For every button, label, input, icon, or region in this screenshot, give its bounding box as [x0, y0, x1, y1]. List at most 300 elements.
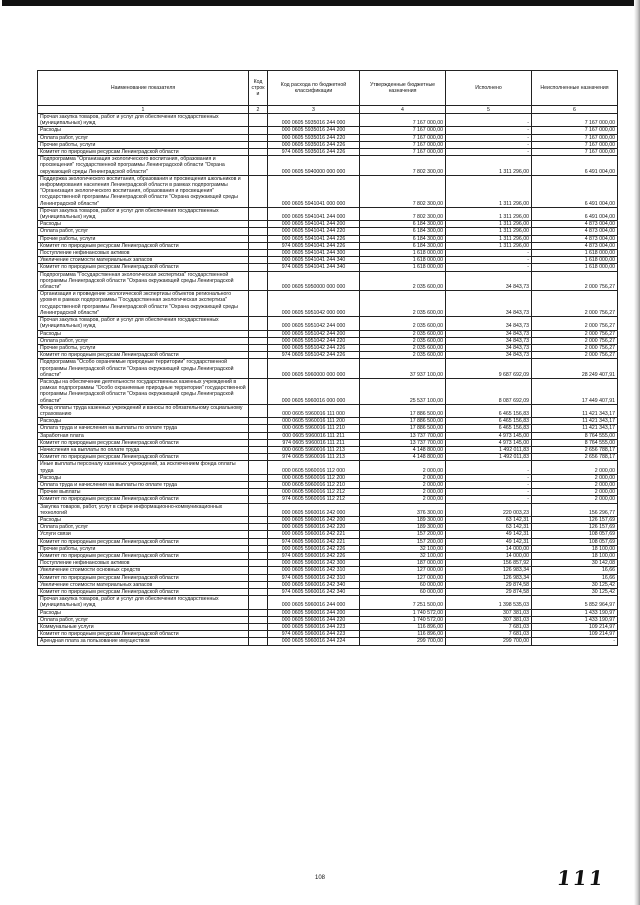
- row-unexecuted-cell: 11 421 343,17: [532, 404, 618, 417]
- row-line-cell: [249, 567, 268, 574]
- row-line-cell: [249, 545, 268, 552]
- row-name-cell: Поддержка экологического воспитания, образования и просвещения школьников и информирования населения Ленинградской области в рамках подпрограммы "Организация экологического воспитания, образования и просвещения" государственной программы Ленинградской области "Охрана окружающей среды Ленинградской области": [38, 175, 249, 207]
- row-unexecuted-cell: 126 157,69: [532, 524, 618, 531]
- table-row: [38, 257, 618, 264]
- row-unexecuted-cell: 2 000,00: [532, 496, 618, 503]
- row-executed-cell: 1 311 296,00: [446, 175, 532, 207]
- row-line-cell: [249, 291, 268, 317]
- table-row: [38, 474, 618, 481]
- row-code-cell: 000 0605 5960016 244 000: [268, 596, 360, 609]
- row-executed-cell: 29 874,58: [446, 589, 532, 596]
- row-executed-cell: -: [446, 474, 532, 481]
- row-approved-cell: 7 167 000,00: [360, 127, 446, 134]
- row-unexecuted-cell: 2 000 756,27: [532, 352, 618, 359]
- row-name-cell: Подпрограмма "Организация экологического воспитания, образования и просвещения" государственной программы Ленинградской области "Охрана окружающей среды Ленинградской области": [38, 156, 249, 176]
- row-code-cell: 000 0605 5960016 242 220: [268, 524, 360, 531]
- table-row: [38, 631, 618, 638]
- row-executed-cell: 1 492 011,83: [446, 446, 532, 453]
- table-row: [38, 439, 618, 446]
- table-row: [38, 432, 618, 439]
- row-name-cell: Расходы: [38, 418, 249, 425]
- row-line-cell: [249, 418, 268, 425]
- row-line-cell: [249, 344, 268, 351]
- header-expense-code: Код расхода по бюджетной классификации: [268, 71, 360, 106]
- row-approved-cell: 2 000,00: [360, 489, 446, 496]
- row-code-cell: 000 0605 5960016 112 200: [268, 474, 360, 481]
- table-row: [38, 250, 618, 257]
- row-approved-cell: 2 035 600,00: [360, 291, 446, 317]
- row-unexecuted-cell: 2 000,00: [532, 481, 618, 488]
- row-code-cell: 000 0605 5960016 242 226: [268, 545, 360, 552]
- header-executed: Исполнено: [446, 71, 532, 106]
- row-code-cell: 974 0605 5941041 244 226: [268, 242, 360, 249]
- row-executed-cell: 34 843,73: [446, 317, 532, 330]
- table-row: [38, 609, 618, 616]
- row-executed-cell: -: [446, 461, 532, 474]
- row-executed-cell: 34 843,73: [446, 337, 532, 344]
- row-unexecuted-cell: -: [532, 638, 618, 645]
- row-name-cell: Прочие работы, услуги: [38, 141, 249, 148]
- table-row: [38, 114, 618, 127]
- row-executed-cell: 34 843,73: [446, 271, 532, 291]
- row-line-cell: [249, 496, 268, 503]
- row-line-cell: [249, 553, 268, 560]
- row-name-cell: Расходы: [38, 474, 249, 481]
- row-code-cell: 000 0605 5960016 111 200: [268, 418, 360, 425]
- row-name-cell: Комитет по природным ресурсам Ленинградской области: [38, 149, 249, 156]
- budget-execution-table: [37, 70, 618, 646]
- row-executed-cell: 4 973 145,00: [446, 432, 532, 439]
- row-name-cell: Закупка товаров, работ, услуг в сфере информационно-коммуникационных технологий: [38, 503, 249, 516]
- row-line-cell: [249, 257, 268, 264]
- row-executed-cell: 14 000,00: [446, 553, 532, 560]
- row-code-cell: 000 0605 5960016 111 213: [268, 446, 360, 453]
- row-name-cell: Поступление нефинансовых активов: [38, 250, 249, 257]
- row-name-cell: Прочая закупка товаров, работ и услуг для обеспечения государственных (муниципальных) нужд: [38, 596, 249, 609]
- row-unexecuted-cell: 7 167 000,00: [532, 127, 618, 134]
- row-unexecuted-cell: 6 491 004,00: [532, 175, 618, 207]
- page-number: 108: [314, 875, 325, 881]
- table-row: [38, 567, 618, 574]
- table-row: [38, 344, 618, 351]
- table-row: [38, 207, 618, 220]
- row-line-cell: [249, 359, 268, 379]
- row-executed-cell: -: [446, 149, 532, 156]
- row-code-cell: 000 0605 5941041 244 340: [268, 257, 360, 264]
- row-executed-cell: -: [446, 496, 532, 503]
- row-code-cell: 000 0605 5941041 244 226: [268, 235, 360, 242]
- row-executed-cell: 126 983,34: [446, 574, 532, 581]
- row-name-cell: Оплата работ, услуг: [38, 337, 249, 344]
- row-unexecuted-cell: 7 167 000,00: [532, 141, 618, 148]
- row-code-cell: 000 0605 5960000 000 000: [268, 359, 360, 379]
- row-name-cell: Комитет по природным ресурсам Ленинградской области: [38, 264, 249, 271]
- row-executed-cell: 6 465 156,83: [446, 404, 532, 417]
- row-line-cell: [249, 175, 268, 207]
- table-row: [38, 378, 618, 404]
- table-row: [38, 156, 618, 176]
- row-unexecuted-cell: 4 873 004,00: [532, 235, 618, 242]
- row-line-cell: [249, 524, 268, 531]
- row-unexecuted-cell: 126 157,69: [532, 516, 618, 523]
- row-unexecuted-cell: 7 167 000,00: [532, 149, 618, 156]
- row-name-cell: Оплата труда и начисления на выплаты по оплате труда: [38, 481, 249, 488]
- row-code-cell: 000 0605 5960016 111 210: [268, 425, 360, 432]
- row-unexecuted-cell: 2 000 756,27: [532, 344, 618, 351]
- row-code-cell: 000 0605 5941041 244 300: [268, 250, 360, 257]
- row-code-cell: 000 0605 5960016 242 000: [268, 503, 360, 516]
- row-approved-cell: 157 200,00: [360, 531, 446, 538]
- row-name-cell: Прочая закупка товаров, работ и услуг для обеспечения государственных (муниципальных) нужд: [38, 317, 249, 330]
- row-name-cell: Прочие выплаты: [38, 489, 249, 496]
- row-line-cell: [249, 461, 268, 474]
- row-approved-cell: 7 167 000,00: [360, 134, 446, 141]
- row-code-cell: 000 0605 5951042 000 000: [268, 291, 360, 317]
- row-approved-cell: 17 886 500,00: [360, 418, 446, 425]
- row-name-cell: Увеличение стоимости материальных запасов: [38, 581, 249, 588]
- table-row: [38, 524, 618, 531]
- row-line-cell: [249, 127, 268, 134]
- row-approved-cell: 2 035 600,00: [360, 330, 446, 337]
- row-executed-cell: 34 843,73: [446, 352, 532, 359]
- row-approved-cell: 60 000,00: [360, 589, 446, 596]
- column-number: 4: [360, 106, 446, 114]
- row-name-cell: Коммунальные услуги: [38, 624, 249, 631]
- row-unexecuted-cell: 28 249 407,91: [532, 359, 618, 379]
- row-approved-cell: 2 035 600,00: [360, 317, 446, 330]
- row-approved-cell: 1 740 572,00: [360, 609, 446, 616]
- row-line-cell: [249, 531, 268, 538]
- row-approved-cell: 4 148 800,00: [360, 454, 446, 461]
- row-approved-cell: 1 618 000,00: [360, 250, 446, 257]
- row-unexecuted-cell: 108 057,69: [532, 538, 618, 545]
- row-name-cell: Расходы: [38, 221, 249, 228]
- row-code-cell: 974 0605 5960016 244 223: [268, 631, 360, 638]
- row-executed-cell: 220 003,23: [446, 503, 532, 516]
- row-name-cell: Организация и проведение экологической экспертизы объектов регионального уровня в рамках подпрограммы "Государственная экологическая экспертиза" государственной программы Ленинградской области "Охрана окружающей среды Ленинградской области": [38, 291, 249, 317]
- row-executed-cell: 1 492 011,83: [446, 454, 532, 461]
- row-executed-cell: 1 311 296,00: [446, 156, 532, 176]
- column-number-row: [38, 106, 618, 114]
- row-name-cell: Иные выплаты персоналу казенных учреждений, за исключением фонда оплаты труда: [38, 461, 249, 474]
- row-line-cell: [249, 439, 268, 446]
- row-line-cell: [249, 489, 268, 496]
- top-border-rule: [2, 0, 638, 6]
- row-unexecuted-cell: 2 000,00: [532, 461, 618, 474]
- row-code-cell: 974 0605 5941041 244 340: [268, 264, 360, 271]
- row-name-cell: Комитет по природным ресурсам Ленинградской области: [38, 553, 249, 560]
- table-row: [38, 235, 618, 242]
- row-code-cell: 000 0605 5960016 242 310: [268, 567, 360, 574]
- row-approved-cell: 60 000,00: [360, 581, 446, 588]
- row-line-cell: [249, 432, 268, 439]
- column-number: 2: [249, 106, 268, 114]
- table-row: [38, 337, 618, 344]
- row-executed-cell: 1 311 296,00: [446, 228, 532, 235]
- row-line-cell: [249, 317, 268, 330]
- row-executed-cell: 63 142,31: [446, 524, 532, 531]
- row-executed-cell: 1 311 296,00: [446, 242, 532, 249]
- row-approved-cell: 7 167 000,00: [360, 141, 446, 148]
- row-line-cell: [249, 560, 268, 567]
- table-row: [38, 553, 618, 560]
- row-code-cell: 000 0605 5950000 000 000: [268, 271, 360, 291]
- table-row: [38, 560, 618, 567]
- row-name-cell: Оплата работ, услуг: [38, 228, 249, 235]
- row-name-cell: Комитет по природным ресурсам Ленинградской области: [38, 454, 249, 461]
- table-row: [38, 596, 618, 609]
- row-line-cell: [249, 337, 268, 344]
- row-code-cell: 000 0605 5960016 244 224: [268, 638, 360, 645]
- row-executed-cell: 1 311 296,00: [446, 207, 532, 220]
- row-approved-cell: 2 035 600,00: [360, 271, 446, 291]
- row-name-cell: Расходы: [38, 609, 249, 616]
- row-line-cell: [249, 631, 268, 638]
- header-unexecuted: Неисполненные назначения: [532, 71, 618, 106]
- row-unexecuted-cell: 6 491 004,00: [532, 156, 618, 176]
- row-code-cell: 000 0605 5960016 244 200: [268, 609, 360, 616]
- row-name-cell: Подпрограмма "Особо охраняемые природные территории" государственной программы Ленинградской области "Охрана окружающей среды Ленинградской области": [38, 359, 249, 379]
- row-name-cell: Оплата работ, услуг: [38, 134, 249, 141]
- table-row: [38, 616, 618, 623]
- table-row: [38, 581, 618, 588]
- row-executed-cell: 1 311 296,00: [446, 235, 532, 242]
- row-approved-cell: 157 200,00: [360, 538, 446, 545]
- row-line-cell: [249, 454, 268, 461]
- row-unexecuted-cell: 2 656 788,17: [532, 454, 618, 461]
- row-name-cell: Прочие работы, услуги: [38, 344, 249, 351]
- row-line-cell: [249, 149, 268, 156]
- row-approved-cell: 6 184 300,00: [360, 221, 446, 228]
- row-approved-cell: 2 000,00: [360, 496, 446, 503]
- row-executed-cell: 49 142,31: [446, 531, 532, 538]
- row-code-cell: 974 0605 5960016 242 340: [268, 589, 360, 596]
- row-code-cell: 000 0605 5960016 244 223: [268, 624, 360, 631]
- row-code-cell: 974 0605 5951042 244 226: [268, 352, 360, 359]
- row-unexecuted-cell: 108 057,69: [532, 531, 618, 538]
- header-approved: Утвержденные бюджетные назначения: [360, 71, 446, 106]
- row-unexecuted-cell: 18 100,00: [532, 545, 618, 552]
- table-row: [38, 425, 618, 432]
- row-approved-cell: 7 802 300,00: [360, 156, 446, 176]
- row-unexecuted-cell: 8 764 555,00: [532, 432, 618, 439]
- row-code-cell: 000 0605 5935016 244 226: [268, 141, 360, 148]
- table-row: [38, 134, 618, 141]
- row-line-cell: [249, 134, 268, 141]
- row-unexecuted-cell: 5 852 964,97: [532, 596, 618, 609]
- row-line-cell: [249, 609, 268, 616]
- row-executed-cell: -: [446, 134, 532, 141]
- table-row: [38, 141, 618, 148]
- row-executed-cell: -: [446, 141, 532, 148]
- table-row: [38, 516, 618, 523]
- row-approved-cell: 1 618 000,00: [360, 264, 446, 271]
- row-name-cell: Прочая закупка товаров, работ и услуг для обеспечения государственных (муниципальных) нужд: [38, 114, 249, 127]
- row-line-cell: [249, 481, 268, 488]
- row-code-cell: 000 0605 5941041 244 200: [268, 221, 360, 228]
- row-line-cell: [249, 330, 268, 337]
- table-row: [38, 404, 618, 417]
- row-executed-cell: -: [446, 114, 532, 127]
- row-code-cell: 000 0605 5935016 244 000: [268, 114, 360, 127]
- row-approved-cell: 7 167 000,00: [360, 149, 446, 156]
- row-executed-cell: -: [446, 489, 532, 496]
- row-code-cell: 000 0605 5960016 112 212: [268, 489, 360, 496]
- table-row: [38, 291, 618, 317]
- row-executed-cell: 299 700,00: [446, 638, 532, 645]
- row-name-cell: Подпрограмма "Государственная экологическая экспертиза" государственной программы Ленинградской области "Охрана окружающей среды Ленинградской области": [38, 271, 249, 291]
- row-line-cell: [249, 156, 268, 176]
- row-line-cell: [249, 242, 268, 249]
- row-executed-cell: 8 087 692,09: [446, 378, 532, 404]
- row-unexecuted-cell: 18 100,00: [532, 553, 618, 560]
- row-line-cell: [249, 589, 268, 596]
- row-unexecuted-cell: 6 491 004,00: [532, 207, 618, 220]
- row-name-cell: Арендная плата за пользование имуществом: [38, 638, 249, 645]
- row-name-cell: Расходы: [38, 330, 249, 337]
- row-name-cell: Фонд оплаты труда казенных учреждений и взносы по обязательному социальному страхованию: [38, 404, 249, 417]
- row-code-cell: 000 0605 5951042 244 226: [268, 344, 360, 351]
- row-executed-cell: 307 381,03: [446, 616, 532, 623]
- row-code-cell: 000 0605 5941041 244 000: [268, 207, 360, 220]
- row-code-cell: 000 0605 5941041 244 220: [268, 228, 360, 235]
- row-line-cell: [249, 624, 268, 631]
- row-executed-cell: -: [446, 481, 532, 488]
- row-line-cell: [249, 516, 268, 523]
- table-row: [38, 446, 618, 453]
- row-executed-cell: -: [446, 127, 532, 134]
- table-row: [38, 330, 618, 337]
- row-line-cell: [249, 596, 268, 609]
- row-unexecuted-cell: 109 214,97: [532, 631, 618, 638]
- row-approved-cell: 127 000,00: [360, 574, 446, 581]
- row-code-cell: 974 0605 5960016 242 226: [268, 553, 360, 560]
- row-approved-cell: 7 251 500,00: [360, 596, 446, 609]
- row-name-cell: Расходы: [38, 516, 249, 523]
- row-code-cell: 000 0605 5941041 000 000: [268, 175, 360, 207]
- row-name-cell: Комитет по природным ресурсам Ленинградской области: [38, 242, 249, 249]
- row-approved-cell: 376 300,00: [360, 503, 446, 516]
- row-approved-cell: 37 937 100,00: [360, 359, 446, 379]
- row-line-cell: [249, 446, 268, 453]
- table-row: [38, 481, 618, 488]
- table-row: [38, 454, 618, 461]
- row-name-cell: Заработная плата: [38, 432, 249, 439]
- row-unexecuted-cell: 1 618 000,00: [532, 257, 618, 264]
- row-approved-cell: 32 100,00: [360, 553, 446, 560]
- row-executed-cell: 6 465 156,83: [446, 418, 532, 425]
- row-unexecuted-cell: 4 873 004,00: [532, 228, 618, 235]
- table-header-row: [38, 71, 618, 106]
- table-row: [38, 545, 618, 552]
- row-executed-cell: 7 681,03: [446, 624, 532, 631]
- row-code-cell: 974 0605 5960016 242 221: [268, 538, 360, 545]
- table-body: [38, 114, 618, 646]
- row-approved-cell: 116 896,00: [360, 631, 446, 638]
- row-code-cell: 000 0605 5960016 242 340: [268, 581, 360, 588]
- handwritten-page-number: 111: [555, 866, 607, 890]
- table-row: [38, 418, 618, 425]
- row-line-cell: [249, 228, 268, 235]
- row-unexecuted-cell: 2 656 788,17: [532, 446, 618, 453]
- row-approved-cell: 7 802 300,00: [360, 175, 446, 207]
- row-name-cell: Услуги связи: [38, 531, 249, 538]
- row-code-cell: 000 0605 5960016 112 210: [268, 481, 360, 488]
- row-approved-cell: 4 148 800,00: [360, 446, 446, 453]
- table-row: [38, 359, 618, 379]
- table-row: [38, 264, 618, 271]
- row-code-cell: 974 0605 5935016 244 226: [268, 149, 360, 156]
- row-unexecuted-cell: 11 421 343,17: [532, 425, 618, 432]
- row-unexecuted-cell: 30 125,42: [532, 581, 618, 588]
- header-indicator-name: Наименование показателя: [38, 71, 249, 106]
- row-executed-cell: -: [446, 264, 532, 271]
- row-unexecuted-cell: 7 167 000,00: [532, 134, 618, 141]
- row-unexecuted-cell: 7 167 000,00: [532, 114, 618, 127]
- row-approved-cell: 17 886 500,00: [360, 404, 446, 417]
- row-name-cell: Поступление нефинансовых активов: [38, 560, 249, 567]
- row-approved-cell: 6 184 300,00: [360, 235, 446, 242]
- row-line-cell: [249, 207, 268, 220]
- row-unexecuted-cell: 1 433 190,97: [532, 616, 618, 623]
- row-line-cell: [249, 538, 268, 545]
- row-approved-cell: 189 300,00: [360, 516, 446, 523]
- row-unexecuted-cell: 2 000,00: [532, 474, 618, 481]
- row-unexecuted-cell: 2 000 756,27: [532, 291, 618, 317]
- row-approved-cell: 6 184 300,00: [360, 242, 446, 249]
- row-executed-cell: 63 142,31: [446, 516, 532, 523]
- table-row: [38, 496, 618, 503]
- row-line-cell: [249, 352, 268, 359]
- row-executed-cell: 14 000,00: [446, 545, 532, 552]
- row-name-cell: Оплата работ, услуг: [38, 524, 249, 531]
- column-number: 3: [268, 106, 360, 114]
- row-executed-cell: 29 874,58: [446, 581, 532, 588]
- row-unexecuted-cell: 11 421 343,17: [532, 418, 618, 425]
- row-code-cell: 000 0605 5960016 111 000: [268, 404, 360, 417]
- row-line-cell: [249, 404, 268, 417]
- row-line-cell: [249, 221, 268, 228]
- row-unexecuted-cell: 109 214,97: [532, 624, 618, 631]
- row-approved-cell: 7 167 000,00: [360, 114, 446, 127]
- row-executed-cell: 1 398 535,03: [446, 596, 532, 609]
- row-unexecuted-cell: 1 618 000,00: [532, 264, 618, 271]
- row-line-cell: [249, 581, 268, 588]
- row-approved-cell: 6 184 300,00: [360, 228, 446, 235]
- row-approved-cell: 127 000,00: [360, 567, 446, 574]
- table-row: [38, 149, 618, 156]
- row-unexecuted-cell: 156 296,77: [532, 503, 618, 516]
- column-number: 1: [38, 106, 249, 114]
- row-executed-cell: -: [446, 257, 532, 264]
- row-code-cell: 974 0605 5960016 111 213: [268, 454, 360, 461]
- row-code-cell: 000 0605 5960016 244 220: [268, 616, 360, 623]
- row-name-cell: Увеличение стоимости материальных запасов: [38, 257, 249, 264]
- row-name-cell: Расходы: [38, 127, 249, 134]
- row-code-cell: 000 0605 5935016 244 220: [268, 134, 360, 141]
- row-unexecuted-cell: 4 873 004,00: [532, 221, 618, 228]
- row-approved-cell: 25 537 100,00: [360, 378, 446, 404]
- row-approved-cell: 2 000,00: [360, 461, 446, 474]
- row-line-cell: [249, 114, 268, 127]
- row-unexecuted-cell: 2 000 756,27: [532, 317, 618, 330]
- row-unexecuted-cell: 1 433 190,97: [532, 609, 618, 616]
- table-row: [38, 538, 618, 545]
- row-code-cell: 000 0605 5960016 000 000: [268, 378, 360, 404]
- row-executed-cell: 1 311 296,00: [446, 221, 532, 228]
- row-unexecuted-cell: 30 142,08: [532, 560, 618, 567]
- row-name-cell: Оплата работ, услуг: [38, 616, 249, 623]
